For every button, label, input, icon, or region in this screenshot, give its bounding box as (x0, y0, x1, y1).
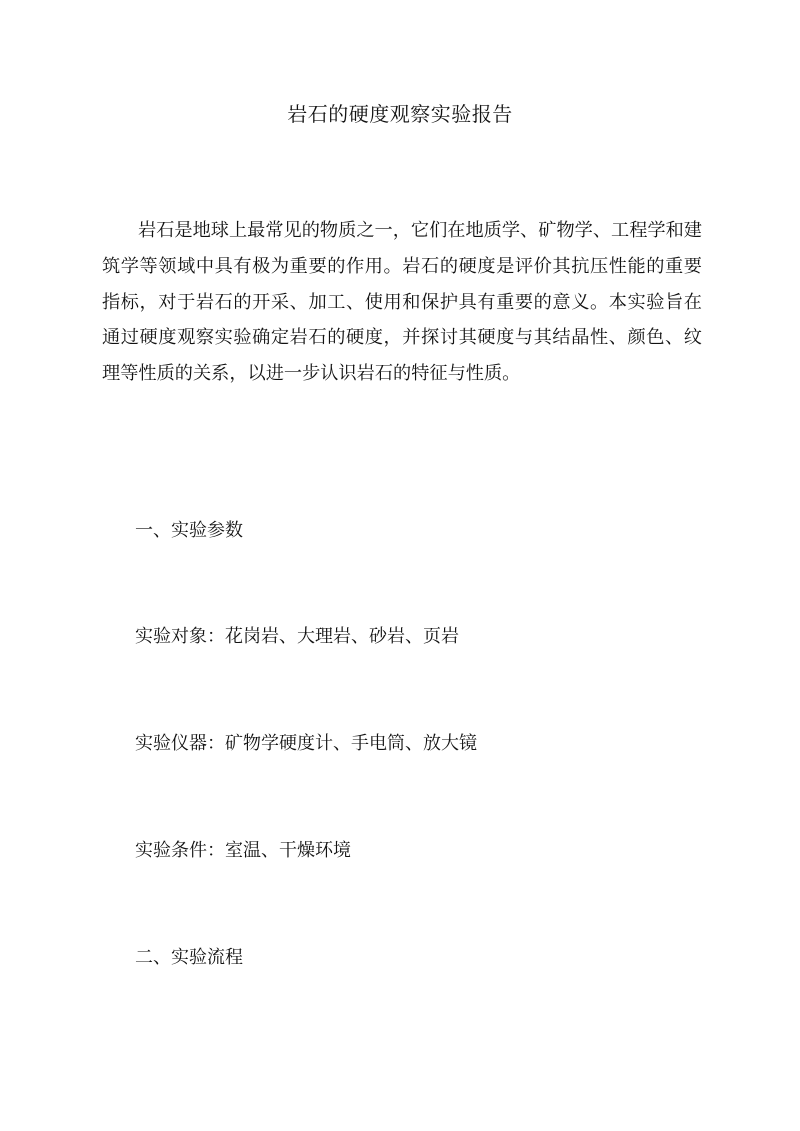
section-heading-parameters: 一、实验参数 (135, 520, 243, 541)
param-conditions: 实验条件：室温、干燥环境 (135, 840, 351, 861)
param-instruments: 实验仪器：矿物学硬度计、手电筒、放大镜 (135, 733, 477, 754)
section-heading-procedure: 二、实验流程 (135, 947, 243, 968)
intro-paragraph: 岩石是地球上最常见的物质之一，它们在地质学、矿物学、工程学和建筑学等领域中具有极为重要的作用。岩石的硬度是评价其抗压性能的重要指标，对于岩石的开采、加工、使用和保护具有重要的意义。本实验旨在通过硬度观察实验确定岩石的硬度，并探讨其硬度与其结晶性、颜色、纹理等性质的关系，以进一步认识岩石的特征与性质。 (102, 220, 702, 385)
document-title: 岩石的硬度观察实验报告 (287, 102, 513, 126)
param-subjects: 实验对象：花岗岩、大理岩、砂岩、页岩 (135, 626, 459, 647)
